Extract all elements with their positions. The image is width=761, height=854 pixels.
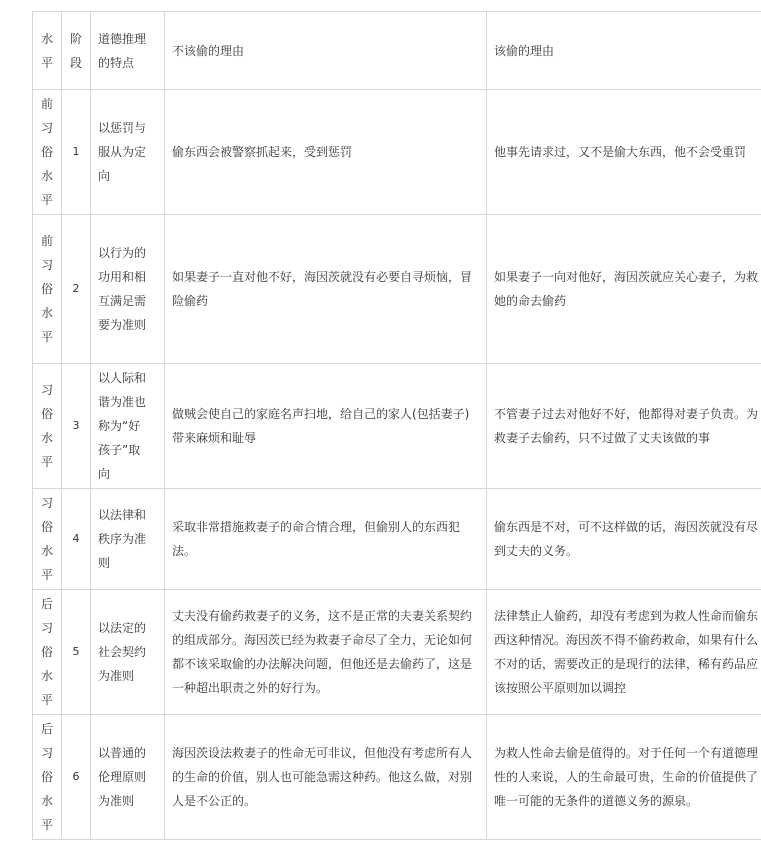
feature-text: 以惩罚与服从为定向 [98,121,147,183]
level-text: 前习俗水平 [40,97,53,207]
no-steal-cell [165,364,487,489]
header-stage: 阶段 [69,31,82,70]
header-level: 水平 [40,31,53,70]
table-header-row [33,12,761,90]
table-row [33,715,761,840]
level-cell [33,215,62,364]
stage-number: 3 [72,419,80,432]
level-cell [33,715,62,840]
header-stage-cell [62,12,91,90]
no-steal-cell [165,90,487,215]
header-feature: 道德推理的特点 [98,31,147,70]
header-steal-cell [487,12,761,90]
feature-cell [91,715,165,840]
stage-cell [62,215,91,364]
stage-number: 2 [72,282,80,295]
stage-cell [62,590,91,715]
no-steal-text: 丈夫没有偷药救妻子的义务，这不是正常的夫妻关系契约的组成部分。海因茨已经为救妻子命尽了全力，无论如何都不该采取偷的办法解决问题，但他还是去偷药了，这是一种超出职责之外的好行为。 [172,609,473,695]
level-cell [33,489,62,590]
table-row [33,90,761,215]
header-no-steal: 不该偷的理由 [172,43,245,58]
stage-number: 6 [72,770,80,783]
header-no-steal-cell [165,12,487,90]
stage-cell [62,489,91,590]
level-text: 后习俗水平 [40,722,53,832]
feature-cell [91,489,165,590]
no-steal-text: 海因茨设法救妻子的性命无可非议，但他没有考虑所有人的生命的价值，别人也可能急需这种药。他这么做，对别人是不公正的。 [172,746,473,808]
steal-text: 偷东西是不对，可不这样做的话，海因茨就没有尽到丈夫的义务。 [494,520,759,558]
feature-text: 以法定的社会契约为准则 [98,621,147,683]
no-steal-cell [165,215,487,364]
steal-text: 他事先请求过，又不是偷大东西，他不会受重罚 [494,145,747,159]
table-row [33,590,761,715]
stage-number: 5 [72,645,80,658]
stage-cell [62,90,91,215]
table-row [33,364,761,489]
no-steal-text: 如果妻子一直对他不好，海因茨就没有必要自寻烦恼，冒险偷药 [172,270,473,308]
steal-text: 不管妻子过去对他好不好，他都得对妻子负责。为救妻子去偷药，只不过做了丈夫该做的事 [494,407,759,445]
no-steal-cell [165,715,487,840]
stage-number: 4 [72,532,80,545]
level-text: 后习俗水平 [40,597,53,707]
level-cell [33,90,62,215]
steal-text: 为救人性命去偷是值得的。对于任何一个有道德理性的人来说，人的生命最可贵，生命的价值提供了唯一可能的无条件的道德义务的源泉。 [494,746,759,808]
steal-cell [487,715,761,840]
feature-cell [91,590,165,715]
stage-number: 1 [72,145,80,158]
level-cell [33,364,62,489]
steal-cell [487,90,761,215]
no-steal-text: 采取非常措施救妻子的命合情合理，但偷别人的东西犯法。 [172,520,461,558]
header-level-cell [33,12,62,90]
steal-cell [487,590,761,715]
table-row [33,215,761,364]
stage-cell [62,715,91,840]
header-feature-cell [91,12,165,90]
no-steal-cell [165,489,487,590]
stage-cell [62,364,91,489]
level-cell [33,590,62,715]
feature-text: 以法律和秩序为准则 [98,508,147,570]
steal-text: 法律禁止人偷药，却没有考虑到为救人性命而偷东西这种情况。海因茨不得不偷药救命，如果有什么不对的话，需要改正的是现行的法律，稀有药品应该按照公平原则加以调控 [494,609,759,695]
steal-cell [487,215,761,364]
feature-cell [91,364,165,489]
feature-cell [91,90,165,215]
level-text: 前习俗水平 [40,234,53,344]
feature-cell [91,215,165,364]
steal-text: 如果妻子一向对他好，海因茨就应关心妻子，为救她的命去偷药 [494,270,759,308]
table-row [33,489,761,590]
no-steal-text: 做贼会使自己的家庭名声扫地，给自己的家人(包括妻子)带来麻烦和耻辱 [172,407,470,445]
level-text: 习俗水平 [40,383,53,469]
level-text: 习俗水平 [40,496,53,582]
moral-development-table [32,11,761,840]
steal-cell [487,364,761,489]
feature-text: 以行为的功用和相互满足需要为准则 [98,246,147,332]
feature-text: 以人际和谐为准也称为“好孩子”取向 [98,371,147,481]
no-steal-text: 偷东西会被警察抓起来，受到惩罚 [172,145,353,159]
steal-cell [487,489,761,590]
header-steal: 该偷的理由 [494,43,555,58]
feature-text: 以普通的伦理原则为准则 [98,746,147,808]
no-steal-cell [165,590,487,715]
